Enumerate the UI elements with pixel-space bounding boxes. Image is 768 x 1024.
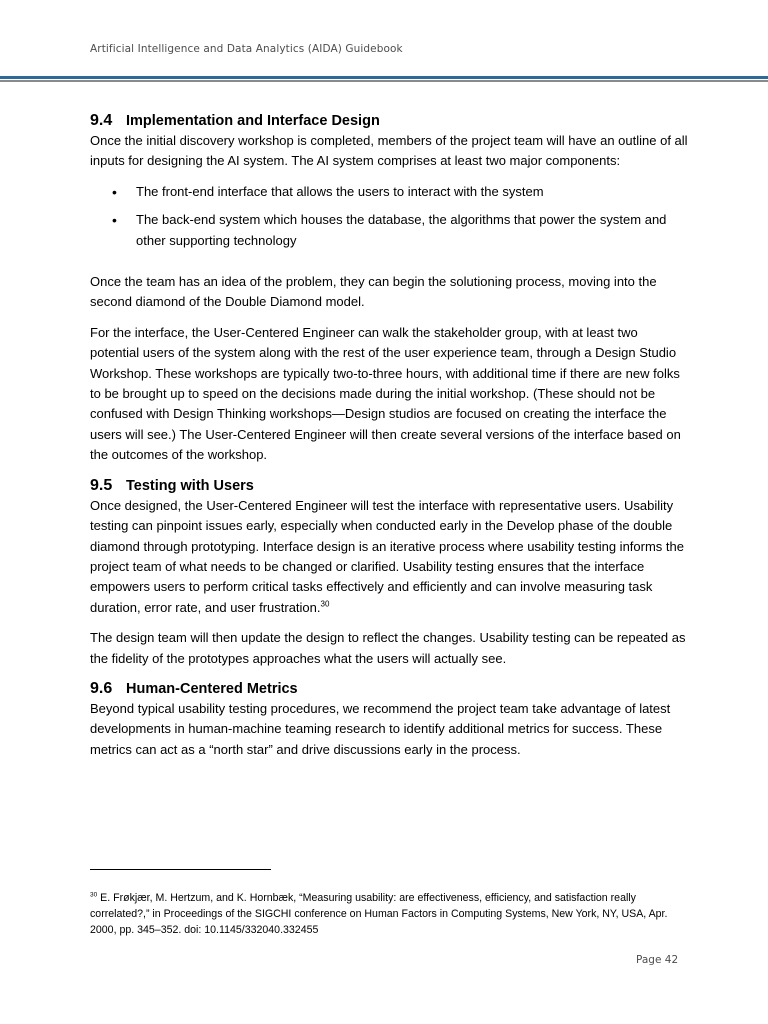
header-rule-gray xyxy=(0,80,768,82)
paragraph: Once the team has an idea of the problem, they can begin the solutioning process, moving into the second diamond of the Double Diamond model. xyxy=(90,274,657,310)
section-title: Human-Centered Metrics xyxy=(126,680,298,697)
paragraph: Beyond typical usability testing procedures, we recommend the project team take advantage of latest developments in human-machine teaming research to identify additional metrics for success. These metrics can act as a “north star” and drive discussions early in the process. xyxy=(90,700,671,757)
footnote-separator xyxy=(90,869,271,870)
section-heading-9-6 xyxy=(90,679,690,699)
section-title: Testing with Users xyxy=(126,477,254,494)
page-content xyxy=(90,111,690,770)
footnote-number: 30 xyxy=(90,891,98,899)
paragraph-text: Once designed, the User-Centered Engineer will test the interface with representative users. Usability testing can pinpoint issues early, especially when conducted early in the Develop phase of the double diamond through prototyping. Interface design is an iterative process where usability testing informs the project team of what needs to be changed or clarified. Usability testing ensures that the interface empowers users to perform critical tasks effectively and efficiently and can involve measuring task duration, error rate, and user frustration. xyxy=(90,497,684,615)
section-heading-9-5 xyxy=(90,476,690,496)
paragraph xyxy=(90,496,690,618)
section-number: 9.4 xyxy=(90,112,113,129)
section-heading-9-4 xyxy=(90,111,690,131)
paragraph: The design team will then update the design to reflect the changes. Usability testing can be repeated as the fidelity of the prototypes approaches what the users will actually see. xyxy=(90,630,686,666)
list-item: • The back-end system which houses the database, the algorithms that power the system and other supporting technology xyxy=(90,210,690,251)
paragraph: For the interface, the User-Centered Engineer can walk the stakeholder group, with at least two potential users of the system along with the rest of the user experience team, through a Design Studio Workshop. These workshops are typically two-to-three hours, with additional time if there are new folks to be brought up to speed on the decisions made during the initial workshop. (These should not be confused with Design Thinking workshops—Design studios are focused on creating the interface the users will see.) The User-Centered Engineer will then create several versions of the interface based on the outcomes of the workshop. xyxy=(90,324,681,463)
footnote-text: E. Frøkjær, M. Hertzum, and K. Hornbæk, “Measuring usability: are effectiveness, efficiency, and satisfaction really correlated?,” in Proceedings of the SIGCHI conference on Human Factors in Computing Systems, New York, NY, USA, Apr. 2000, pp. 345–352. doi: 10.1145/332040.332455 xyxy=(90,892,668,936)
section-number: 9.6 xyxy=(90,679,113,697)
list-item: • The front-end interface that allows the users to interact with the system xyxy=(90,182,690,202)
running-header: Artificial Intelligence and Data Analytics (AIDA) Guidebook xyxy=(90,43,403,55)
footnote-reference[interactable]: 30 xyxy=(320,599,330,609)
page-number: Page 42 xyxy=(636,954,679,966)
footnote xyxy=(90,890,680,938)
bullet-list xyxy=(90,182,690,251)
section-number: 9.5 xyxy=(90,476,113,494)
section-title: Implementation and Interface Design xyxy=(126,113,380,129)
header-rule-blue xyxy=(0,76,768,79)
paragraph: Once the initial discovery workshop is completed, members of the project team will have an outline of all inputs for designing the AI system. The AI system comprises at least two major components: xyxy=(90,133,688,169)
